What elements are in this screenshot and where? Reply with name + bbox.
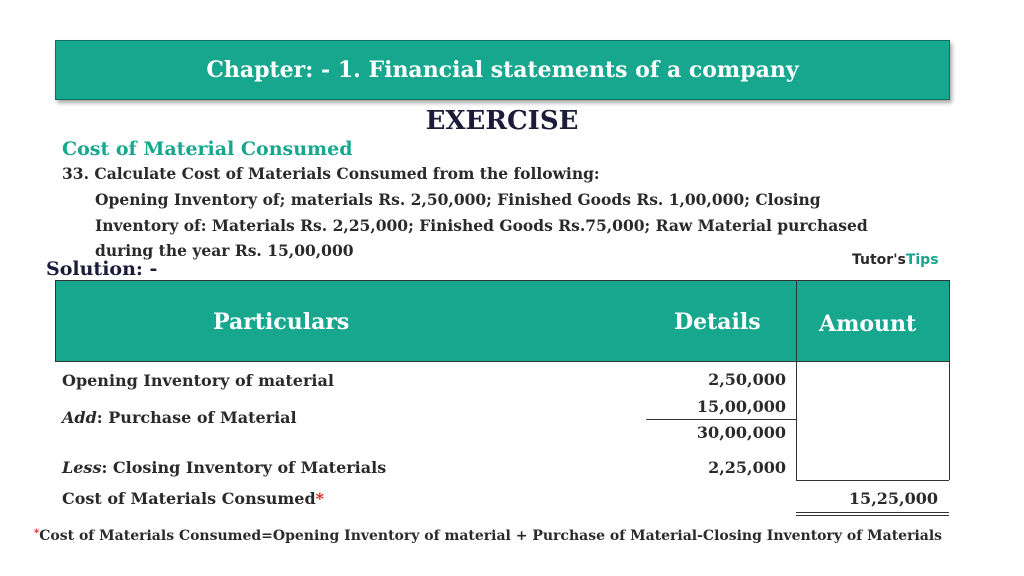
topic-heading: Cost of Material Consumed bbox=[62, 138, 353, 160]
subtotal-rule bbox=[646, 419, 796, 420]
total-marker: * bbox=[315, 489, 325, 508]
header-divider bbox=[796, 281, 797, 361]
total-double-rule-2 bbox=[796, 515, 949, 516]
row-opening-details: 2,50,000 bbox=[708, 370, 786, 389]
header-amount: Amount bbox=[819, 311, 917, 337]
chapter-banner bbox=[55, 40, 950, 100]
amount-column bbox=[796, 360, 950, 480]
row-purchase-details: 15,00,000 bbox=[696, 397, 786, 416]
logo-word-tutors: utor's bbox=[860, 252, 906, 268]
footnote bbox=[34, 528, 942, 544]
total-top-rule bbox=[796, 480, 949, 481]
row-total-amount: 15,25,000 bbox=[848, 489, 938, 508]
total-double-rule-1 bbox=[796, 512, 949, 513]
question-line-4: during the year Rs. 15,00,000 bbox=[95, 241, 354, 260]
footnote-text: Cost of Materials Consumed=Opening Inventory of material + Purchase of Material-Closing Inventory of Materials bbox=[39, 528, 943, 544]
question-line-3: Inventory of: Materials Rs. 2,25,000; Finished Goods Rs.75,000; Raw Material purchased bbox=[95, 216, 868, 235]
solution-label: Solution: - bbox=[46, 258, 158, 280]
header-details: Details bbox=[674, 309, 761, 335]
row-opening-label: Opening Inventory of material bbox=[62, 371, 334, 390]
logo-letter: T bbox=[852, 252, 861, 268]
purchase-text: : Purchase of Material bbox=[96, 408, 297, 427]
tutors-tips-logo bbox=[852, 252, 939, 268]
table-header bbox=[55, 280, 950, 362]
row-subtotal-details: 30,00,000 bbox=[696, 423, 786, 442]
chapter-title: Chapter: - 1. Financial statements of a company bbox=[206, 57, 799, 83]
row-purchase-label bbox=[62, 408, 297, 427]
row-closing-details: 2,25,000 bbox=[708, 458, 786, 477]
less-prefix: Less bbox=[62, 458, 102, 477]
exercise-heading: EXERCISE bbox=[425, 106, 579, 136]
question-line-1: 33. Calculate Cost of Materials Consumed from the following: bbox=[62, 164, 600, 183]
question-line-2: Opening Inventory of; materials Rs. 2,50,000; Finished Goods Rs. 1,00,000; Closing bbox=[95, 190, 821, 209]
total-text: Cost of Materials Consumed bbox=[62, 489, 316, 508]
logo-word-tips: Tips bbox=[905, 252, 939, 268]
closing-text: : Closing Inventory of Materials bbox=[101, 458, 387, 477]
header-particulars: Particulars bbox=[213, 309, 350, 335]
row-total-label bbox=[62, 489, 324, 508]
row-closing-label bbox=[62, 458, 386, 477]
add-prefix: Add bbox=[62, 408, 97, 427]
footnote-marker: * bbox=[34, 528, 40, 539]
